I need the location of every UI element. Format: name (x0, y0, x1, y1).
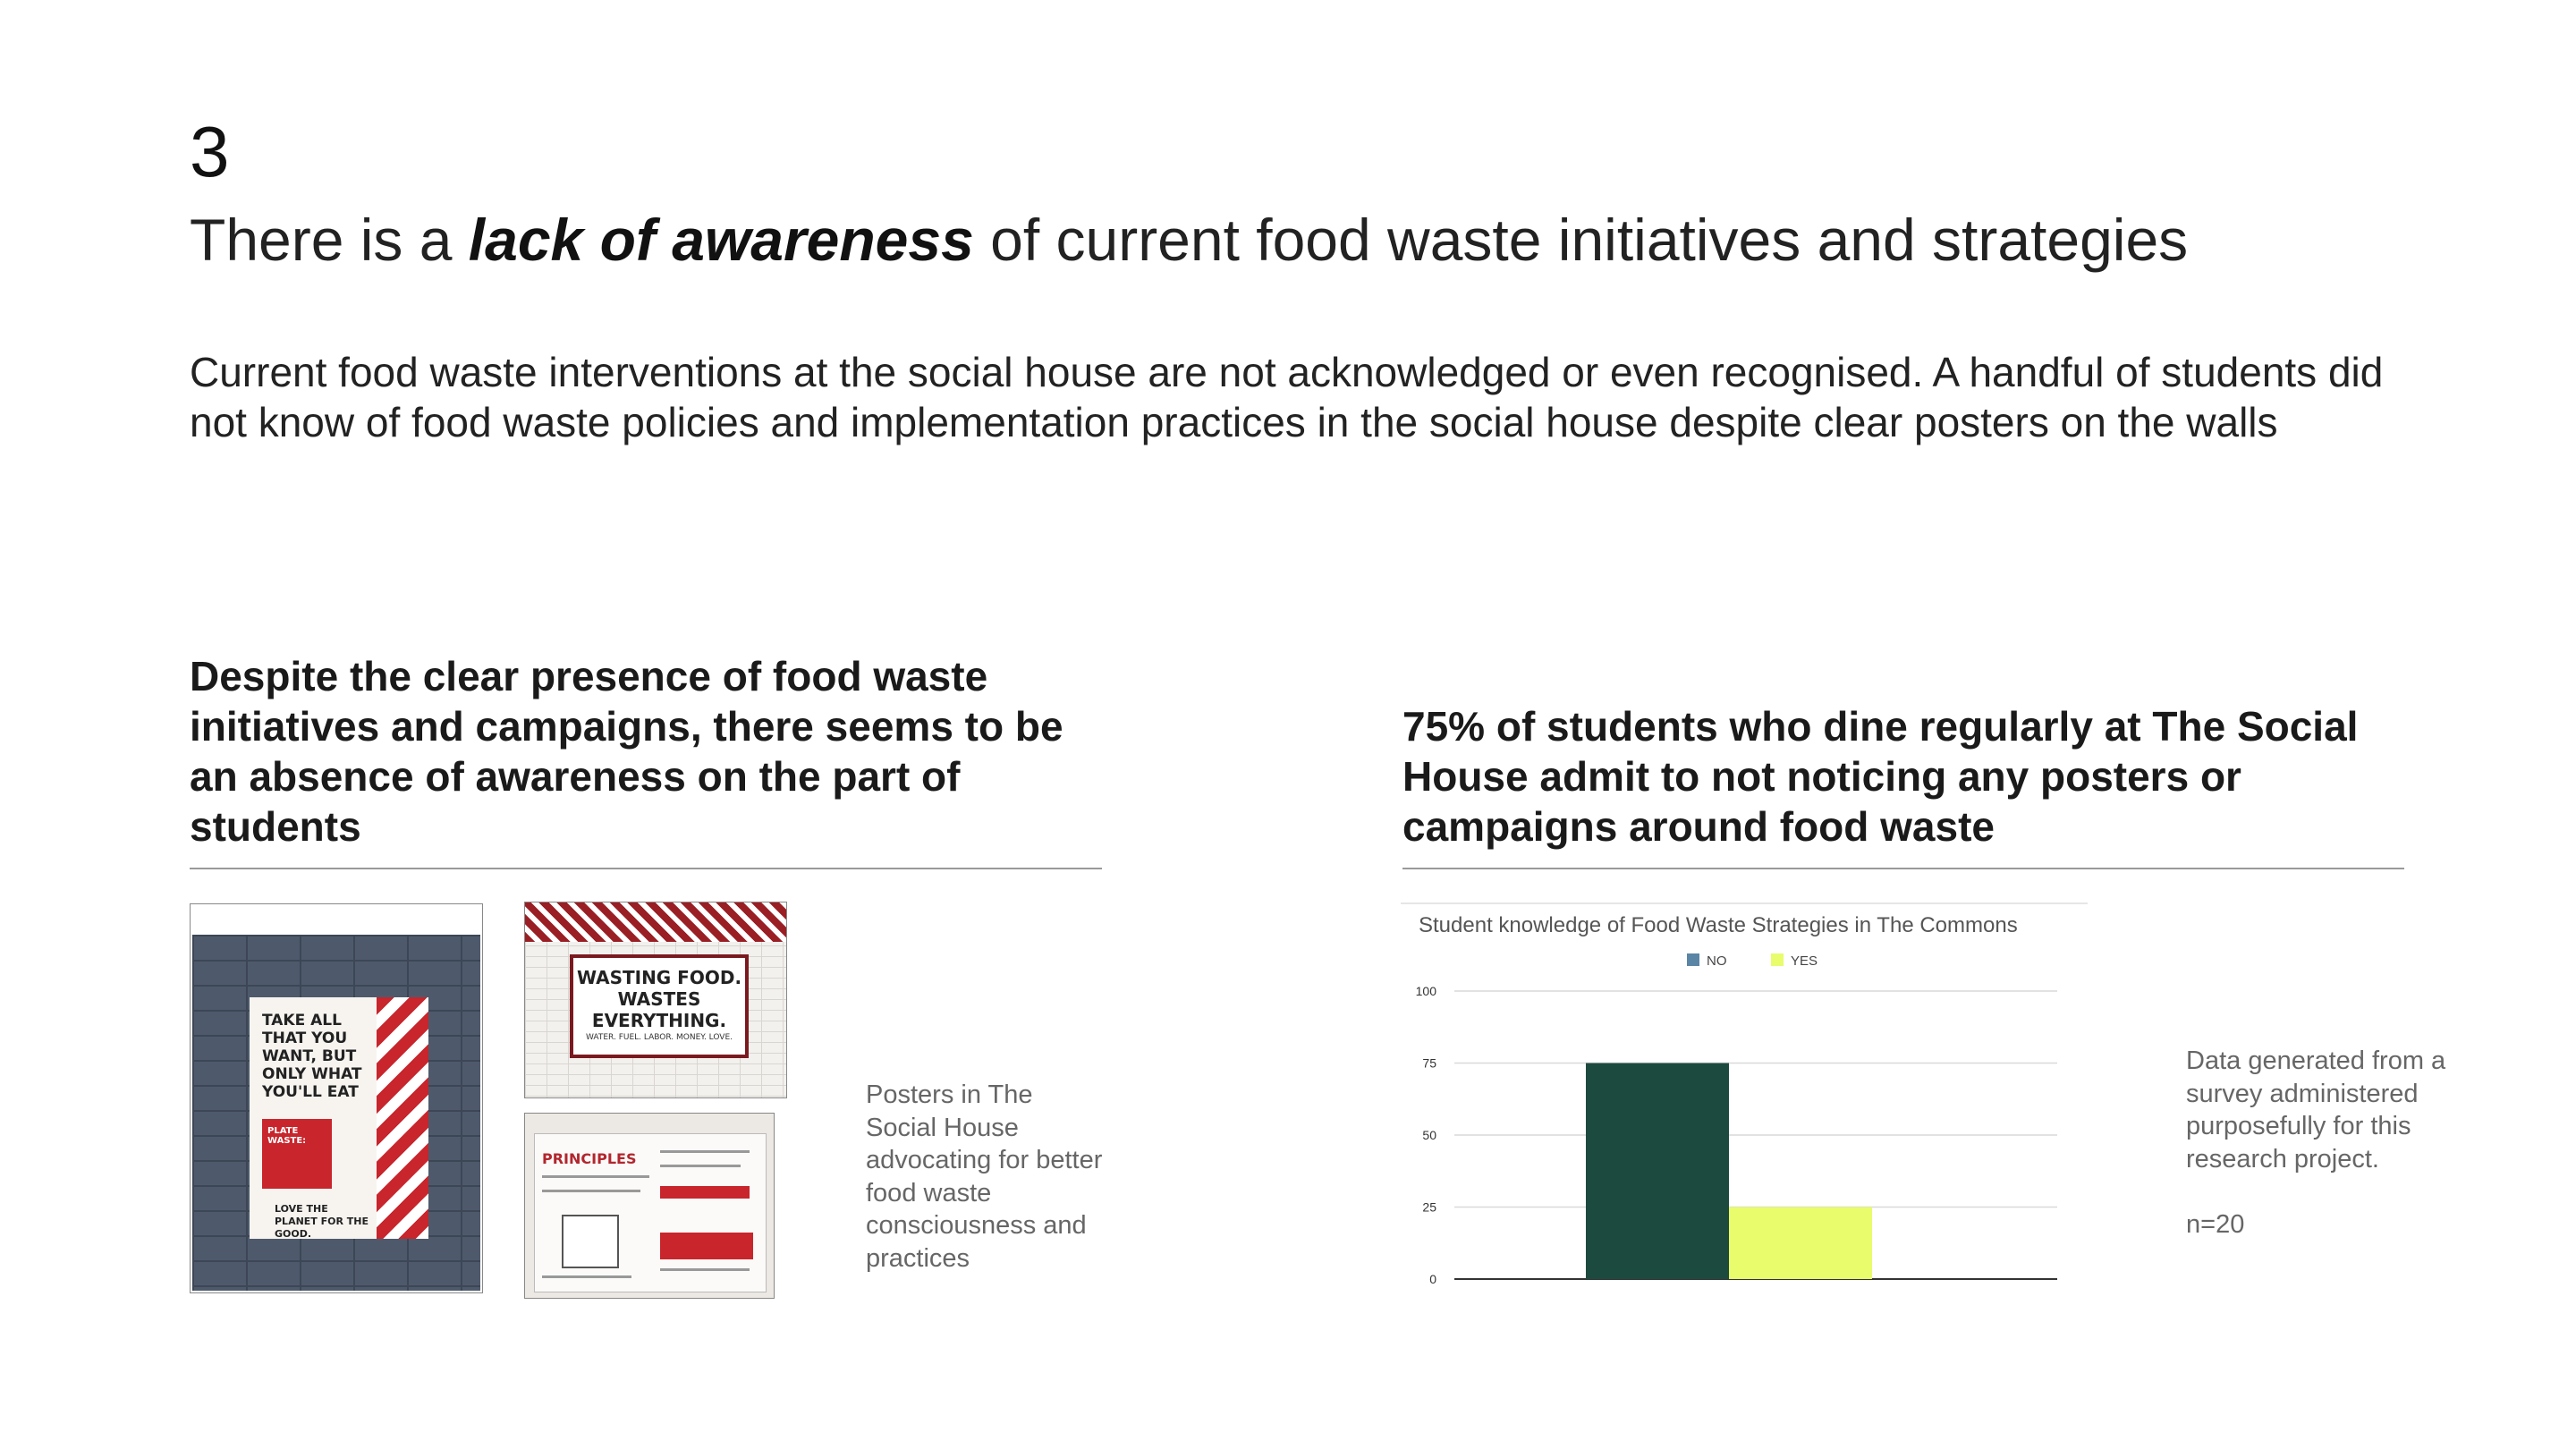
y-tick-label: 100 (1415, 984, 1436, 998)
poster1-text: TAKE ALL THAT YOU WANT, BUT ONLY WHAT YOU'LL EAT (262, 1012, 362, 1101)
text-line (542, 1190, 640, 1192)
right-column-heading: 75% of students who dine regularly at The Social House admit to not noticing any posters or campaigns around food waste (1402, 703, 2359, 850)
photo-frame (562, 1215, 619, 1268)
posters-caption: Posters in The Social House advocating for better food waste consciousness and practices (866, 1080, 1103, 1273)
poster3-title: PRINCIPLES (542, 1150, 637, 1167)
poster-card (250, 997, 428, 1239)
poster2-sign (570, 954, 749, 1058)
text-line (542, 1275, 631, 1278)
slide-headline (190, 208, 2188, 273)
plate-waste-square (262, 1119, 332, 1189)
text-line (542, 1175, 649, 1178)
headline-post: of current food waste initiatives and strategies (973, 207, 2189, 273)
poster2-subtitle: WATER. FUEL. LABOR. MONEY. LOVE. (585, 1033, 733, 1042)
y-tick-label: 25 (1422, 1199, 1436, 1215)
text-line (660, 1150, 750, 1153)
slide-number: 3 (190, 112, 230, 191)
poster-photo-wasting-food (524, 902, 787, 1098)
poster2-title: WASTING FOOD. WASTES EVERYTHING. (576, 967, 742, 1031)
text-line (660, 1268, 750, 1271)
zigzag-pattern (525, 902, 786, 942)
survey-caption: Data generated from a survey administered purposefully for this research project. n=20 (2186, 1046, 2446, 1239)
text-line (660, 1165, 741, 1167)
awareness-chart (1401, 902, 2088, 1295)
legend-swatch-no (1687, 953, 1699, 966)
left-column-heading: Despite the clear presence of food waste initiatives and campaigns, there seems to be an absence of awareness on the part of students (190, 653, 1063, 850)
red-block (660, 1233, 753, 1259)
headline-pre: There is a (190, 207, 469, 273)
poster-photo-principles (524, 1113, 775, 1299)
y-tick-label: 75 (1422, 1055, 1436, 1071)
chart-title: Student knowledge of Food Waste Strategies in The Commons (1419, 913, 2018, 937)
bar-yes (1729, 1208, 1872, 1280)
bar-no (1586, 1063, 1729, 1280)
poster-photo-take-all (190, 903, 483, 1293)
principles-board (534, 1133, 767, 1292)
y-tick-label: 50 (1422, 1128, 1436, 1142)
y-tick-label: 0 (1429, 1272, 1436, 1286)
chart-svg (1401, 902, 2088, 1295)
poster1-tag: PLATE WASTE: (267, 1126, 307, 1146)
intro-paragraph: Current food waste interventions at the social house are not acknowledged or even recognised. A handful of students did not know of food waste policies and implementation practices in the social house despite clear posters on the walls (190, 349, 2384, 445)
headline-emphasis: lack of awareness (468, 207, 974, 273)
chevron-pattern (377, 997, 428, 1239)
poster1-footer: LOVE THE PLANET FOR THE GOOD. (275, 1203, 369, 1240)
right-divider (1402, 868, 2404, 869)
red-block (660, 1186, 750, 1199)
legend-label-no: NO (1707, 953, 1727, 969)
left-divider (190, 868, 1102, 869)
legend-swatch-yes (1771, 953, 1784, 966)
legend-label-yes: YES (1791, 953, 1818, 969)
